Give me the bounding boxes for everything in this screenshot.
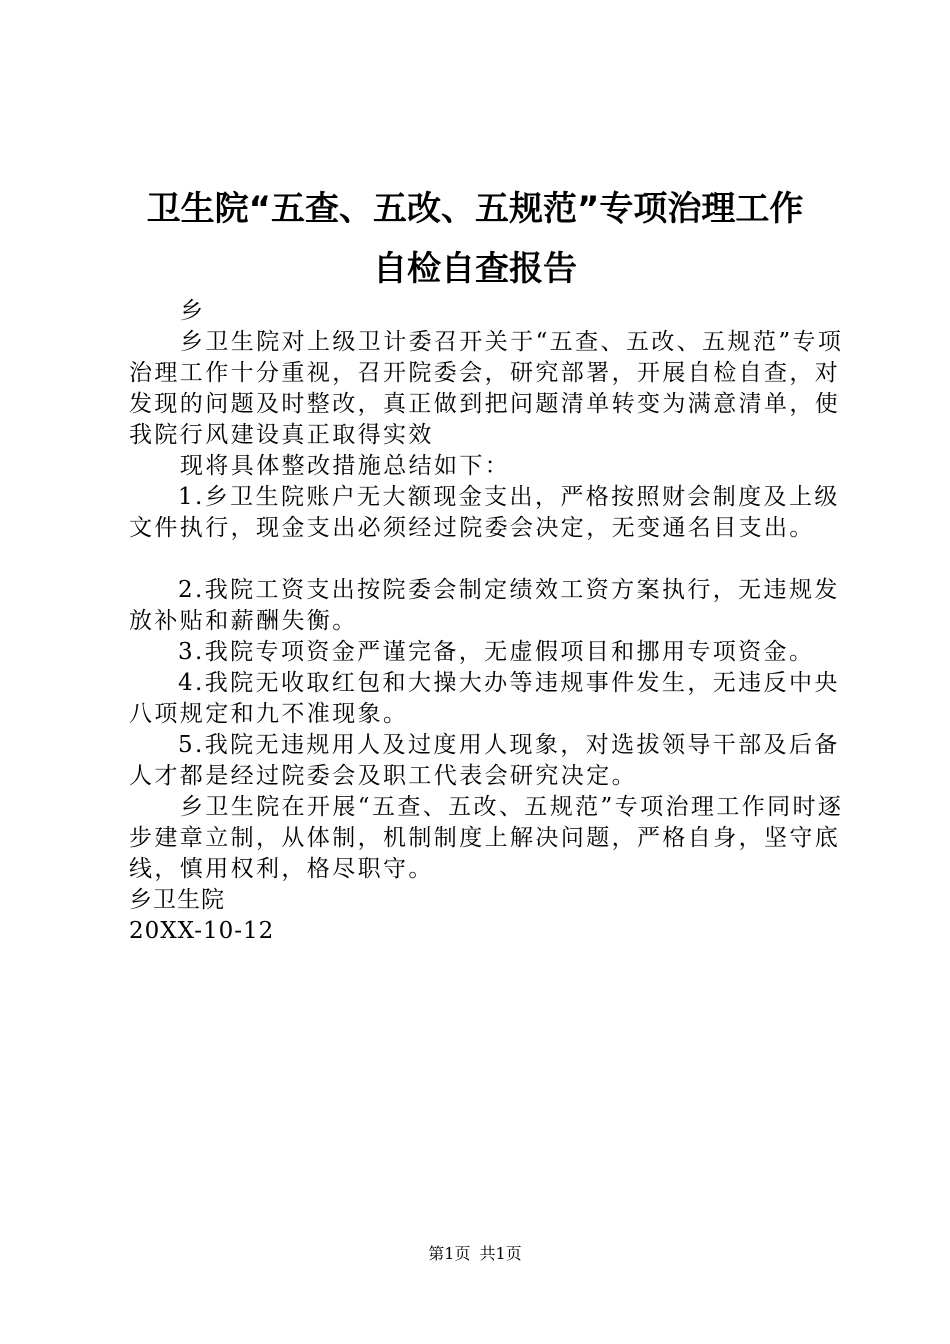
paragraph-intro: 乡卫生院对上级卫计委召开关于“五查、五改、五规范”专项治理工作十分重视，召开院委会，研究部署，开展自检自查，对发现的问题及时整改，真正做到把问题清单转变为满意清单，使我院行风建设真正取得实效 — [129, 329, 844, 448]
paragraph-item-3: 3.我院专项资金严谨完备，无虚假项目和挪用专项资金。 — [178, 639, 815, 665]
document-title-line1: 卫生院“五查、五改、五规范”专项治理工作 — [146, 189, 804, 229]
paragraph-conclusion: 乡卫生院在开展“五查、五改、五规范”专项治理工作同时逐步建章立制，从体制，机制制度上解决问题，严格自身，坚守底线，慎用权利，格尽职守。 — [129, 794, 844, 882]
paragraph-item-1: 1.乡卫生院账户无大额现金支出，严格按照财会制度及上级文件执行，现金支出必须经过院委会决定，无变通名目支出。 — [129, 484, 840, 541]
document-body — [129, 296, 849, 947]
paragraph-gap — [129, 544, 849, 575]
paragraph-summary-lead: 现将具体整改措施总结如下： — [180, 453, 511, 479]
document-date: 20XX-10-12 — [129, 918, 275, 944]
salutation: 乡 — [180, 298, 206, 324]
document-title-line2: 自检自查报告 — [373, 249, 577, 289]
paragraph-item-5: 5.我院无违规用人及过度用人现象，对选拔领导干部及后备人才都是经过院委会及职工代表会研究决定。 — [129, 732, 840, 789]
paragraph-item-4: 4.我院无收取红包和大操大办等违规事件发生，无违反中央八项规定和九不准现象。 — [129, 670, 840, 727]
page-footer — [0, 1244, 950, 1264]
page-number-total: 共1页 — [479, 1244, 522, 1263]
signature: 乡卫生院 — [129, 887, 225, 913]
page-number-current: 第1页 — [428, 1244, 471, 1263]
paragraph-item-2: 2.我院工资支出按院委会制定绩效工资方案执行，无违规发放补贴和薪酬失衡。 — [129, 577, 840, 634]
